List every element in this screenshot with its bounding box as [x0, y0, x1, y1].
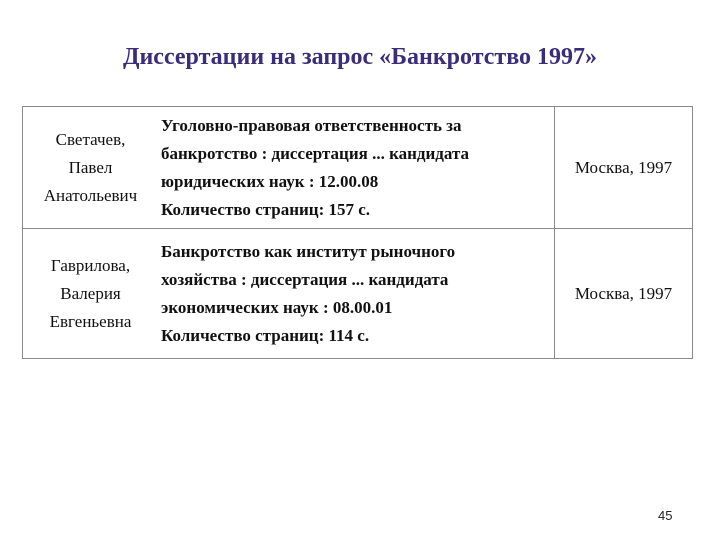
table-row	[23, 107, 693, 229]
dissertation-title-cell	[159, 229, 555, 359]
page-title: Диссертации на запрос «Банкротство 1997»	[122, 44, 598, 70]
place-year-cell: Москва, 1997	[555, 107, 693, 229]
page-number: 45	[658, 508, 673, 523]
page-count-line: Количество страниц: 114 с.	[161, 325, 370, 345]
title-line: хозяйства : диссертация ... кандидата	[161, 269, 449, 289]
table-row	[23, 229, 693, 359]
author-surname: Светачев,	[55, 129, 126, 149]
title-line: Уголовно-правовая ответственность за	[161, 115, 462, 135]
title-line: Банкротство как институт рыночного	[161, 241, 456, 261]
place-year-cell: Москва, 1997	[555, 229, 693, 359]
page-count-line: Количество страниц: 157 с.	[161, 199, 371, 219]
title-line: банкротство : диссертация ... кандидата	[161, 143, 470, 163]
author-cell	[23, 229, 159, 359]
author-patronymic: Анатольевич	[43, 185, 138, 205]
author-first-name: Валерия	[60, 283, 121, 303]
author-patronymic: Евгеньевна	[49, 311, 132, 331]
title-line: юридических наук : 12.00.08	[161, 171, 379, 191]
title-line: экономических наук : 08.00.01	[161, 297, 393, 317]
author-first-name: Павел	[68, 157, 113, 177]
dissertation-title-cell	[159, 107, 555, 229]
author-cell	[23, 107, 159, 229]
dissertation-table	[22, 106, 693, 359]
author-surname: Гаврилова,	[50, 255, 131, 275]
